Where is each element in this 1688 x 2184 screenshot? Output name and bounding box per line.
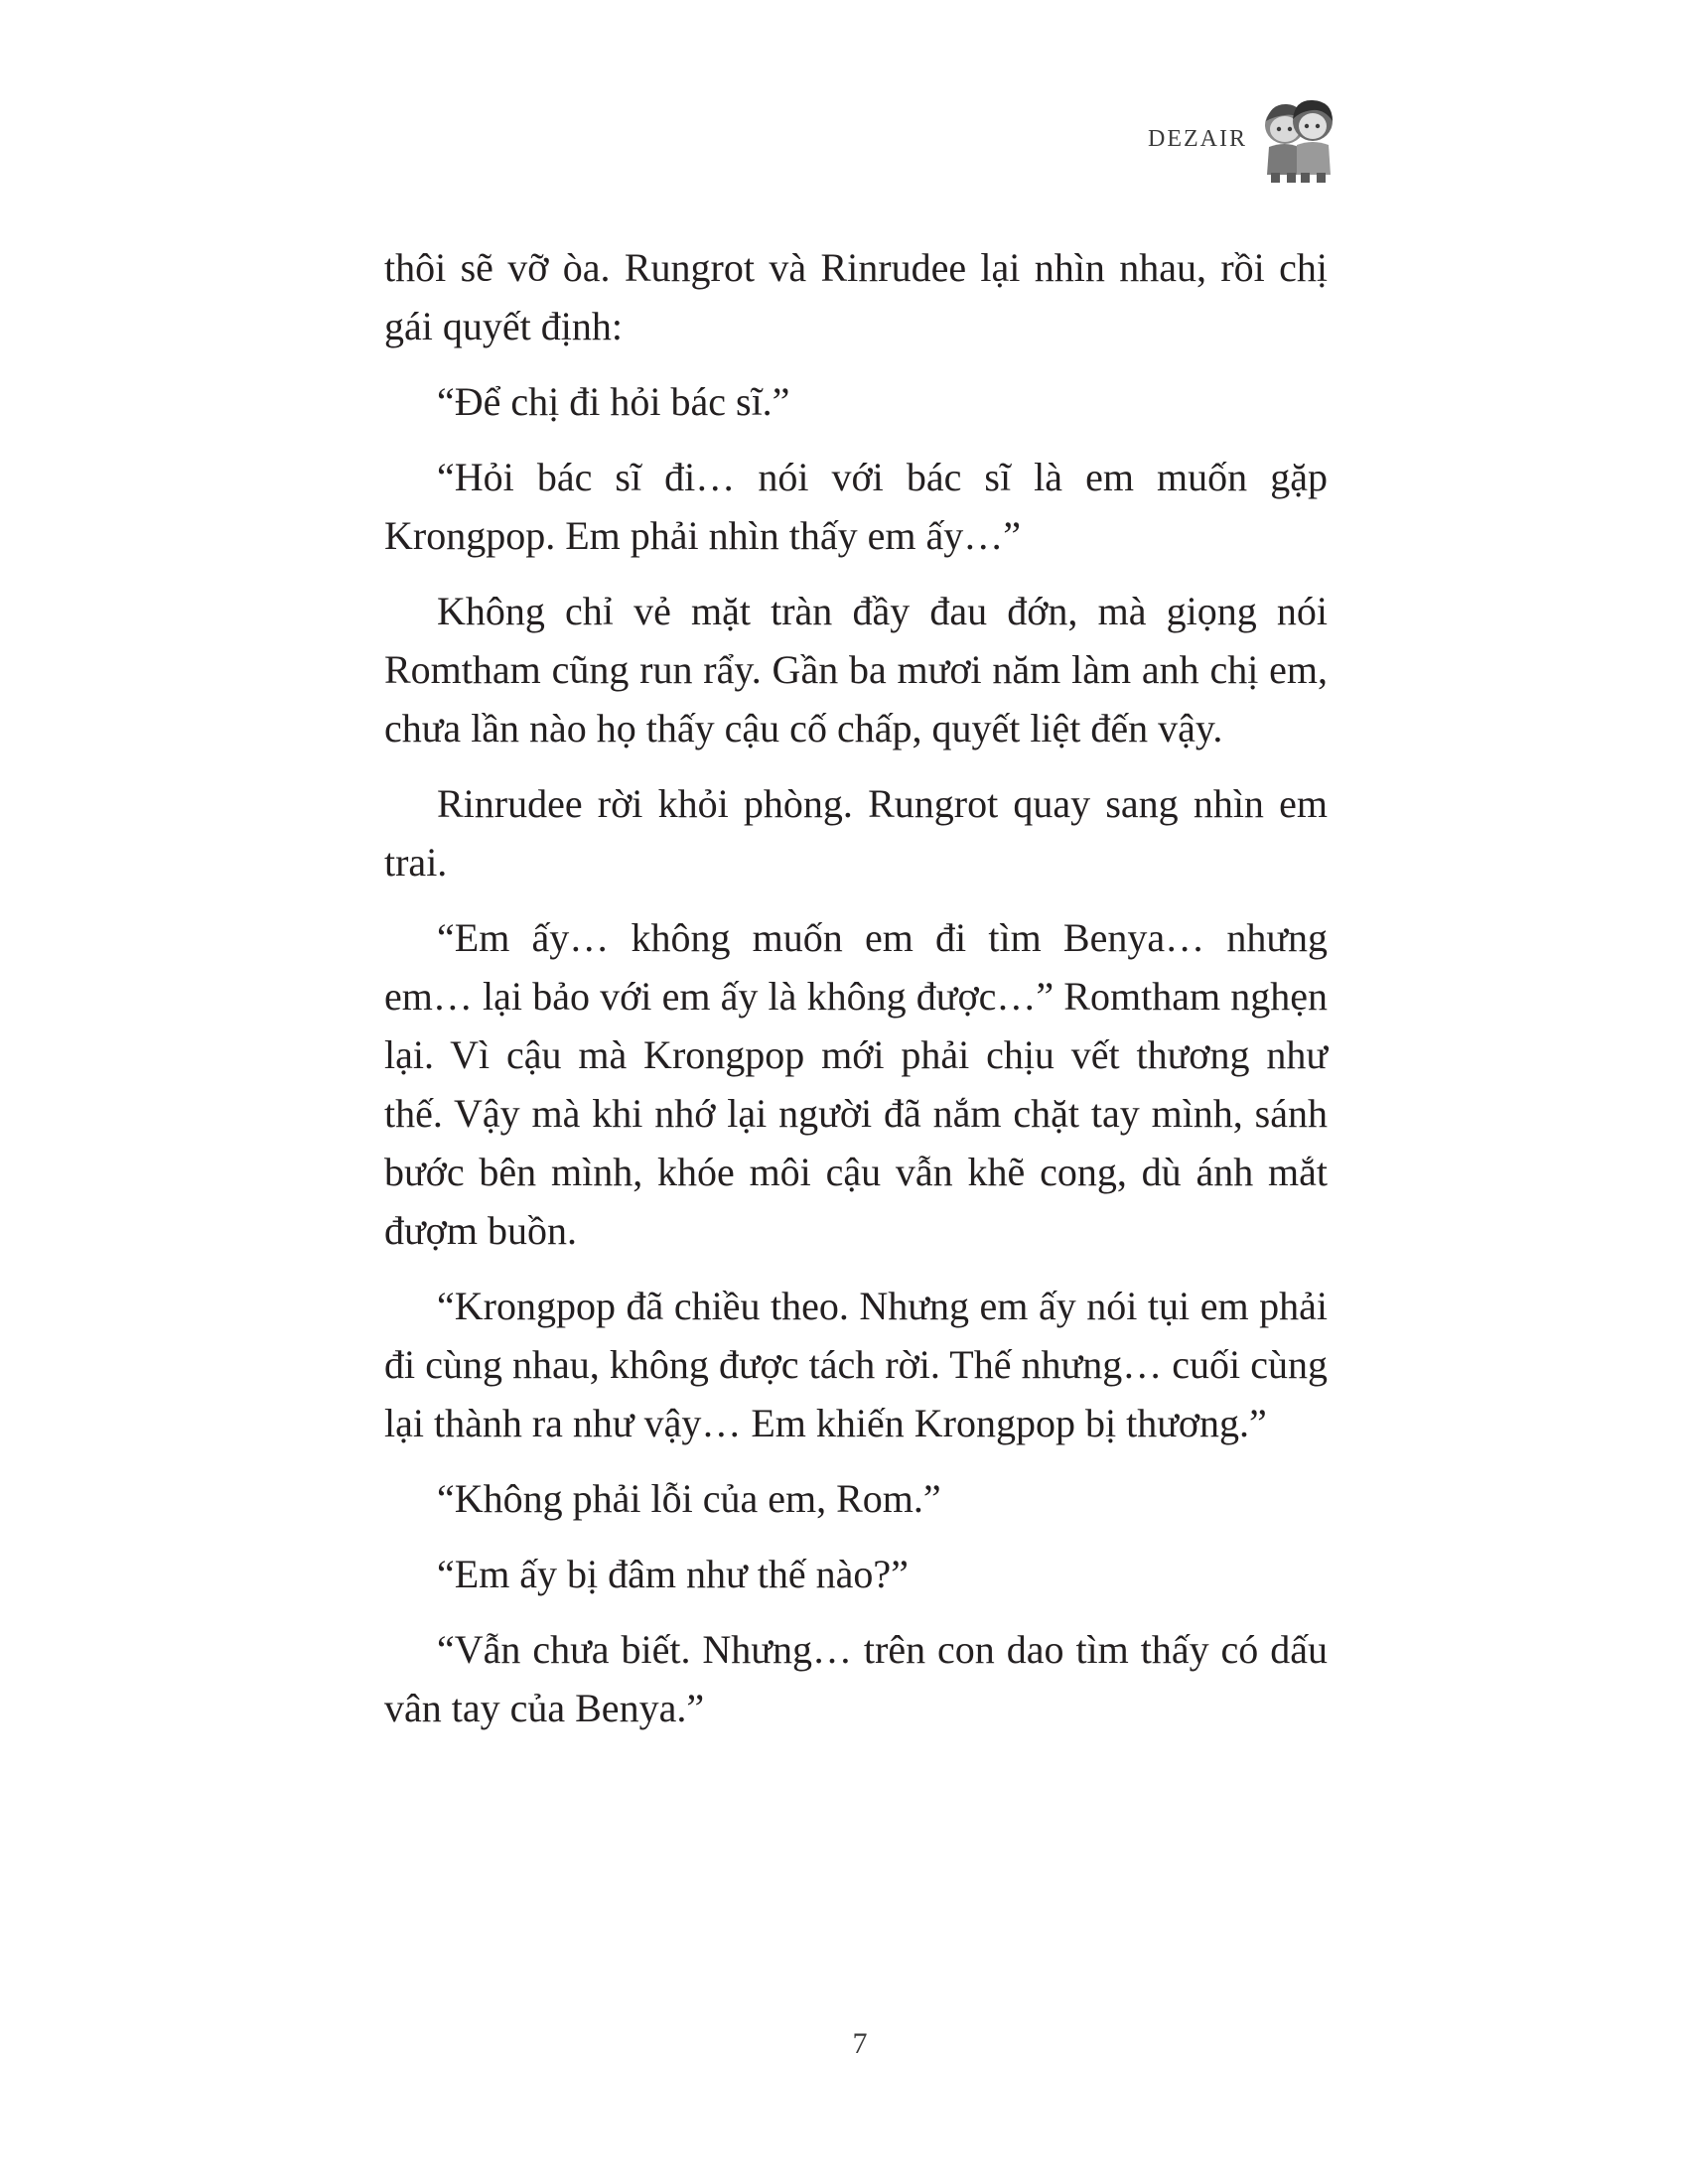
paragraph: “Không phải lỗi của em, Rom.” xyxy=(437,1476,941,1521)
paragraph: Rinrudee rời khỏi phòng. Rungrot quay sang nhìn em trai. xyxy=(384,781,1328,885)
paragraph: “Hỏi bác sĩ đi… nói với bác sĩ là em muốn gặp Krongpop. Em phải nhìn thấy em ấy…” xyxy=(384,455,1328,558)
paragraph: “Vẫn chưa biết. Nhưng… trên con dao tìm thấy có dấu vân tay của Benya.” xyxy=(384,1627,1328,1730)
publisher-brand: DEZAIR xyxy=(1148,125,1247,152)
two-chibi-characters-logo-icon xyxy=(1257,91,1338,187)
paragraph: “Krongpop đã chiều theo. Nhưng em ấy nói tụi em phải đi cùng nhau, không được tách rời. Thế nhưng… cuối cùng lại thành ra như vậy… Em khiến Krongpop bị thương.” xyxy=(384,1284,1328,1445)
chapter-body-text xyxy=(384,238,1328,1754)
page-number: 7 xyxy=(852,2027,868,2060)
paragraph: “Em ấy bị đâm như thế nào?” xyxy=(437,1552,909,1596)
running-header xyxy=(1148,91,1338,187)
paragraph: Không chỉ vẻ mặt tràn đầy đau đớn, mà giọng nói Romtham cũng run rẩy. Gần ba mươi năm làm anh chị em, chưa lần nào họ thấy cậu cố chấp, quyết liệt đến vậy. xyxy=(384,589,1328,751)
paragraph: “Để chị đi hỏi bác sĩ.” xyxy=(437,379,790,424)
paragraph: thôi sẽ vỡ òa. Rungrot và Rinrudee lại nhìn nhau, rồi chị gái quyết định: xyxy=(384,245,1328,348)
paragraph: “Em ấy… không muốn em đi tìm Benya… nhưng em… lại bảo với em ấy là không được…” Romtham nghẹn lại. Vì cậu mà Krongpop mới phải chịu vết thương như thế. Vậy mà khi nhớ lại người đã nắm chặt tay mình, sánh bước bên mình, khóe môi cậu vẫn khẽ cong, dù ánh mắt đượm buồn. xyxy=(384,915,1328,1253)
